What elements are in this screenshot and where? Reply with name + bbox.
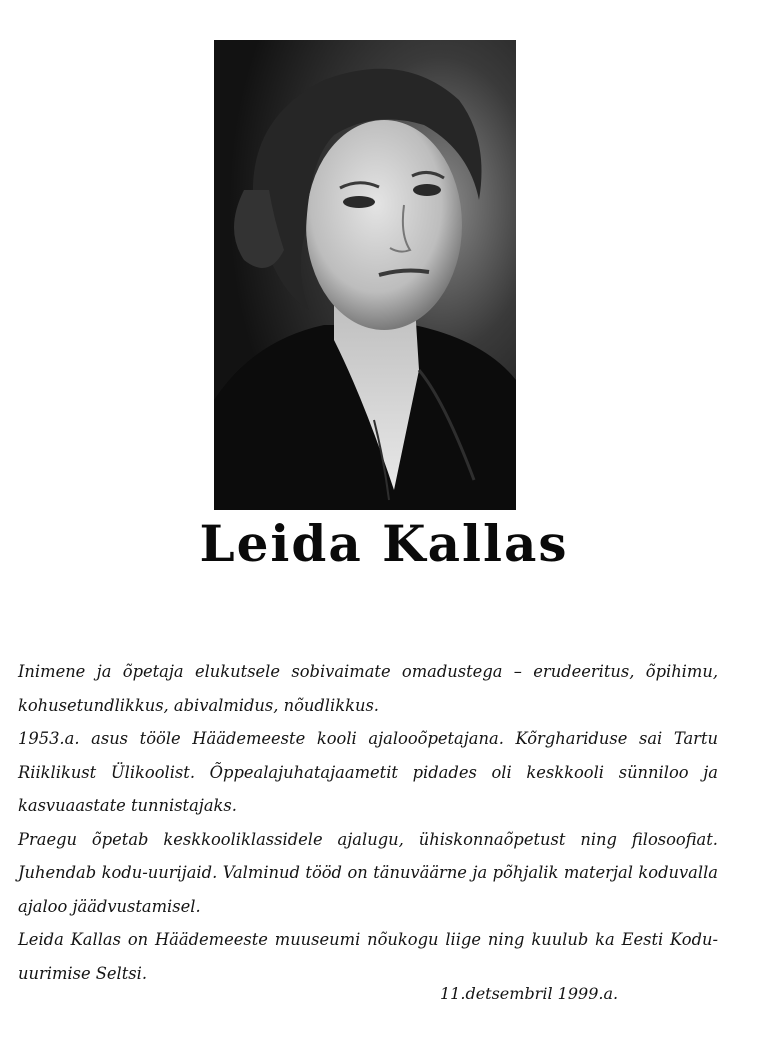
- portrait-photo: [214, 40, 516, 510]
- bio-paragraph-3: Praegu õpetab keskkooliklassidele ajalugu, ühiskonnaõpetust ning filosoofiat. Juhendab kodu-uurijaid. Valminud tööd on tänuväärne ja põhjalik materjal koduvalla ajaloo jäädvustamisel.: [18, 829, 718, 916]
- biography-text: [18, 655, 718, 990]
- portrait-image: [214, 40, 516, 510]
- person-name: Leida Kallas: [199, 514, 569, 573]
- document-date: 11.detsembril 1999.a.: [440, 984, 619, 1003]
- bio-paragraph-2: 1953.a. asus tööle Häädemeeste kooli ajalooõpetajana. Kõrghariduse sai Tartu Riiklikust Ülikoolist. Õppealajuhatajaametit pidades oli keskkooli sünniloo ja kasvuaastate tunnistajaks.: [18, 729, 718, 815]
- bio-paragraph-4: Leida Kallas on Häädemeeste muuseumi nõukogu liige ning kuulub ka Eesti Kodu-uurimise Seltsi.: [18, 930, 718, 983]
- bio-paragraph-1: Inimene ja õpetaja elukutsele sobivaimate omadustega – erudeeritus, õpihimu, kohusetundlikkus, abivalmidus, nõudlikkus.: [18, 662, 718, 715]
